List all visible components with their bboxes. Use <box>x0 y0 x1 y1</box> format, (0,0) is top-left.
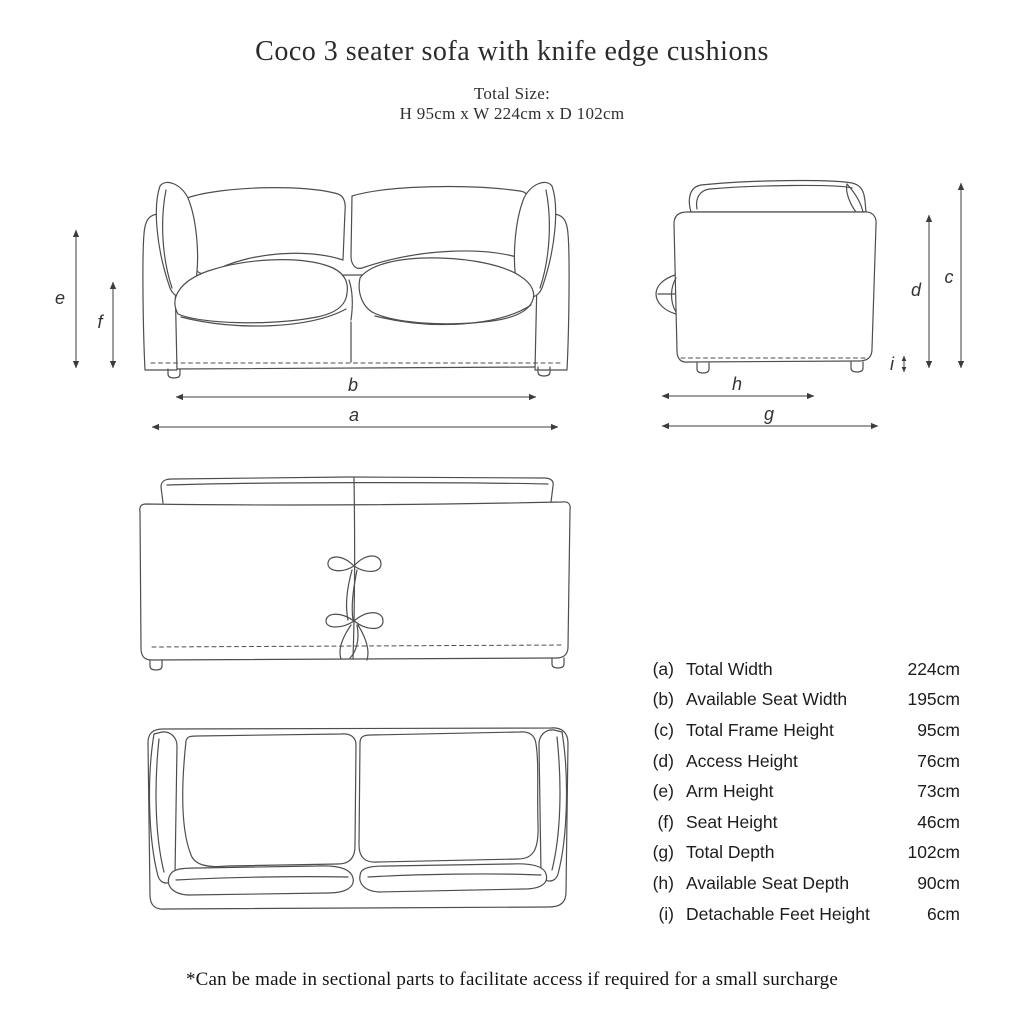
dim-label-h: h <box>731 374 743 394</box>
top-back-cushion-left <box>183 734 356 867</box>
spec-value: 102cm <box>907 842 960 863</box>
total-size-value: H 95cm x W 224cm x D 102cm <box>399 104 625 123</box>
side-foot-back <box>851 362 863 372</box>
spec-label: Total Frame Height <box>686 719 834 740</box>
dim-label-e: e <box>54 288 66 308</box>
dim-label-a: a <box>348 405 360 425</box>
spec-key: (i) <box>658 903 674 924</box>
back-view-drawing <box>140 477 570 670</box>
spec-key: (d) <box>652 750 674 771</box>
top-back-cushion-right <box>359 732 538 862</box>
total-size-label: Total Size: <box>473 84 551 103</box>
table-row <box>640 838 960 869</box>
front-view-drawing <box>143 182 569 378</box>
front-back-cushion-right <box>351 187 529 269</box>
back-top-rail-inner-line <box>167 483 548 485</box>
table-row <box>640 685 960 716</box>
spec-key: (b) <box>652 689 674 710</box>
spec-label: Access Height <box>686 750 798 771</box>
back-foot-left <box>150 660 162 670</box>
spec-value: 195cm <box>907 689 960 710</box>
spec-value: 6cm <box>926 903 960 924</box>
spec-label: Seat Height <box>686 811 778 832</box>
dimension-spec-table <box>640 654 960 929</box>
top-view-drawing <box>148 728 568 909</box>
top-seat-cushion-left <box>168 866 353 895</box>
spec-key: (a) <box>652 658 674 679</box>
spec-key: (f) <box>657 811 674 832</box>
spec-key: (e) <box>652 781 674 802</box>
table-row <box>640 715 960 746</box>
front-seat-cushion-right <box>359 258 534 324</box>
page-title: Coco 3 seater sofa with knife edge cushions <box>255 36 769 67</box>
spec-value: 46cm <box>917 811 960 832</box>
side-body <box>674 212 876 362</box>
table-row <box>640 746 960 777</box>
dim-label-g: g <box>763 404 775 424</box>
sectional-surcharge-footnote: *Can be made in sectional parts to facilitate access if required for a small surcharge <box>185 969 839 990</box>
side-view-drawing <box>656 181 876 373</box>
spec-key: (c) <box>653 719 674 740</box>
table-row <box>640 654 960 685</box>
side-foot-front <box>697 363 709 373</box>
dim-label-c: c <box>944 267 954 287</box>
spec-label: Available Seat Depth <box>686 872 850 893</box>
dim-label-f: f <box>97 312 103 332</box>
table-row <box>640 776 960 807</box>
spec-label: Total Width <box>686 658 773 679</box>
spec-value: 224cm <box>907 658 960 679</box>
spec-value: 90cm <box>917 872 960 893</box>
top-seat-cushion-right <box>360 864 547 892</box>
dim-label-b: b <box>347 375 359 395</box>
spec-label: Detachable Feet Height <box>686 903 870 924</box>
dim-label-i: i <box>890 354 894 374</box>
spec-label: Total Depth <box>686 842 775 863</box>
table-row <box>640 899 960 930</box>
dim-label-d: d <box>910 280 922 300</box>
side-arm-scroll <box>656 275 676 314</box>
spec-label: Arm Height <box>686 781 774 802</box>
table-row <box>640 868 960 899</box>
spec-value: 76cm <box>917 750 960 771</box>
back-top-rail <box>161 477 553 503</box>
spec-label: Available Seat Width <box>686 689 848 710</box>
spec-key: (h) <box>652 872 674 893</box>
table-row <box>640 807 960 838</box>
spec-value: 95cm <box>917 719 960 740</box>
spec-value: 73cm <box>917 781 960 802</box>
back-foot-right <box>552 658 564 668</box>
spec-key: (g) <box>652 842 674 863</box>
